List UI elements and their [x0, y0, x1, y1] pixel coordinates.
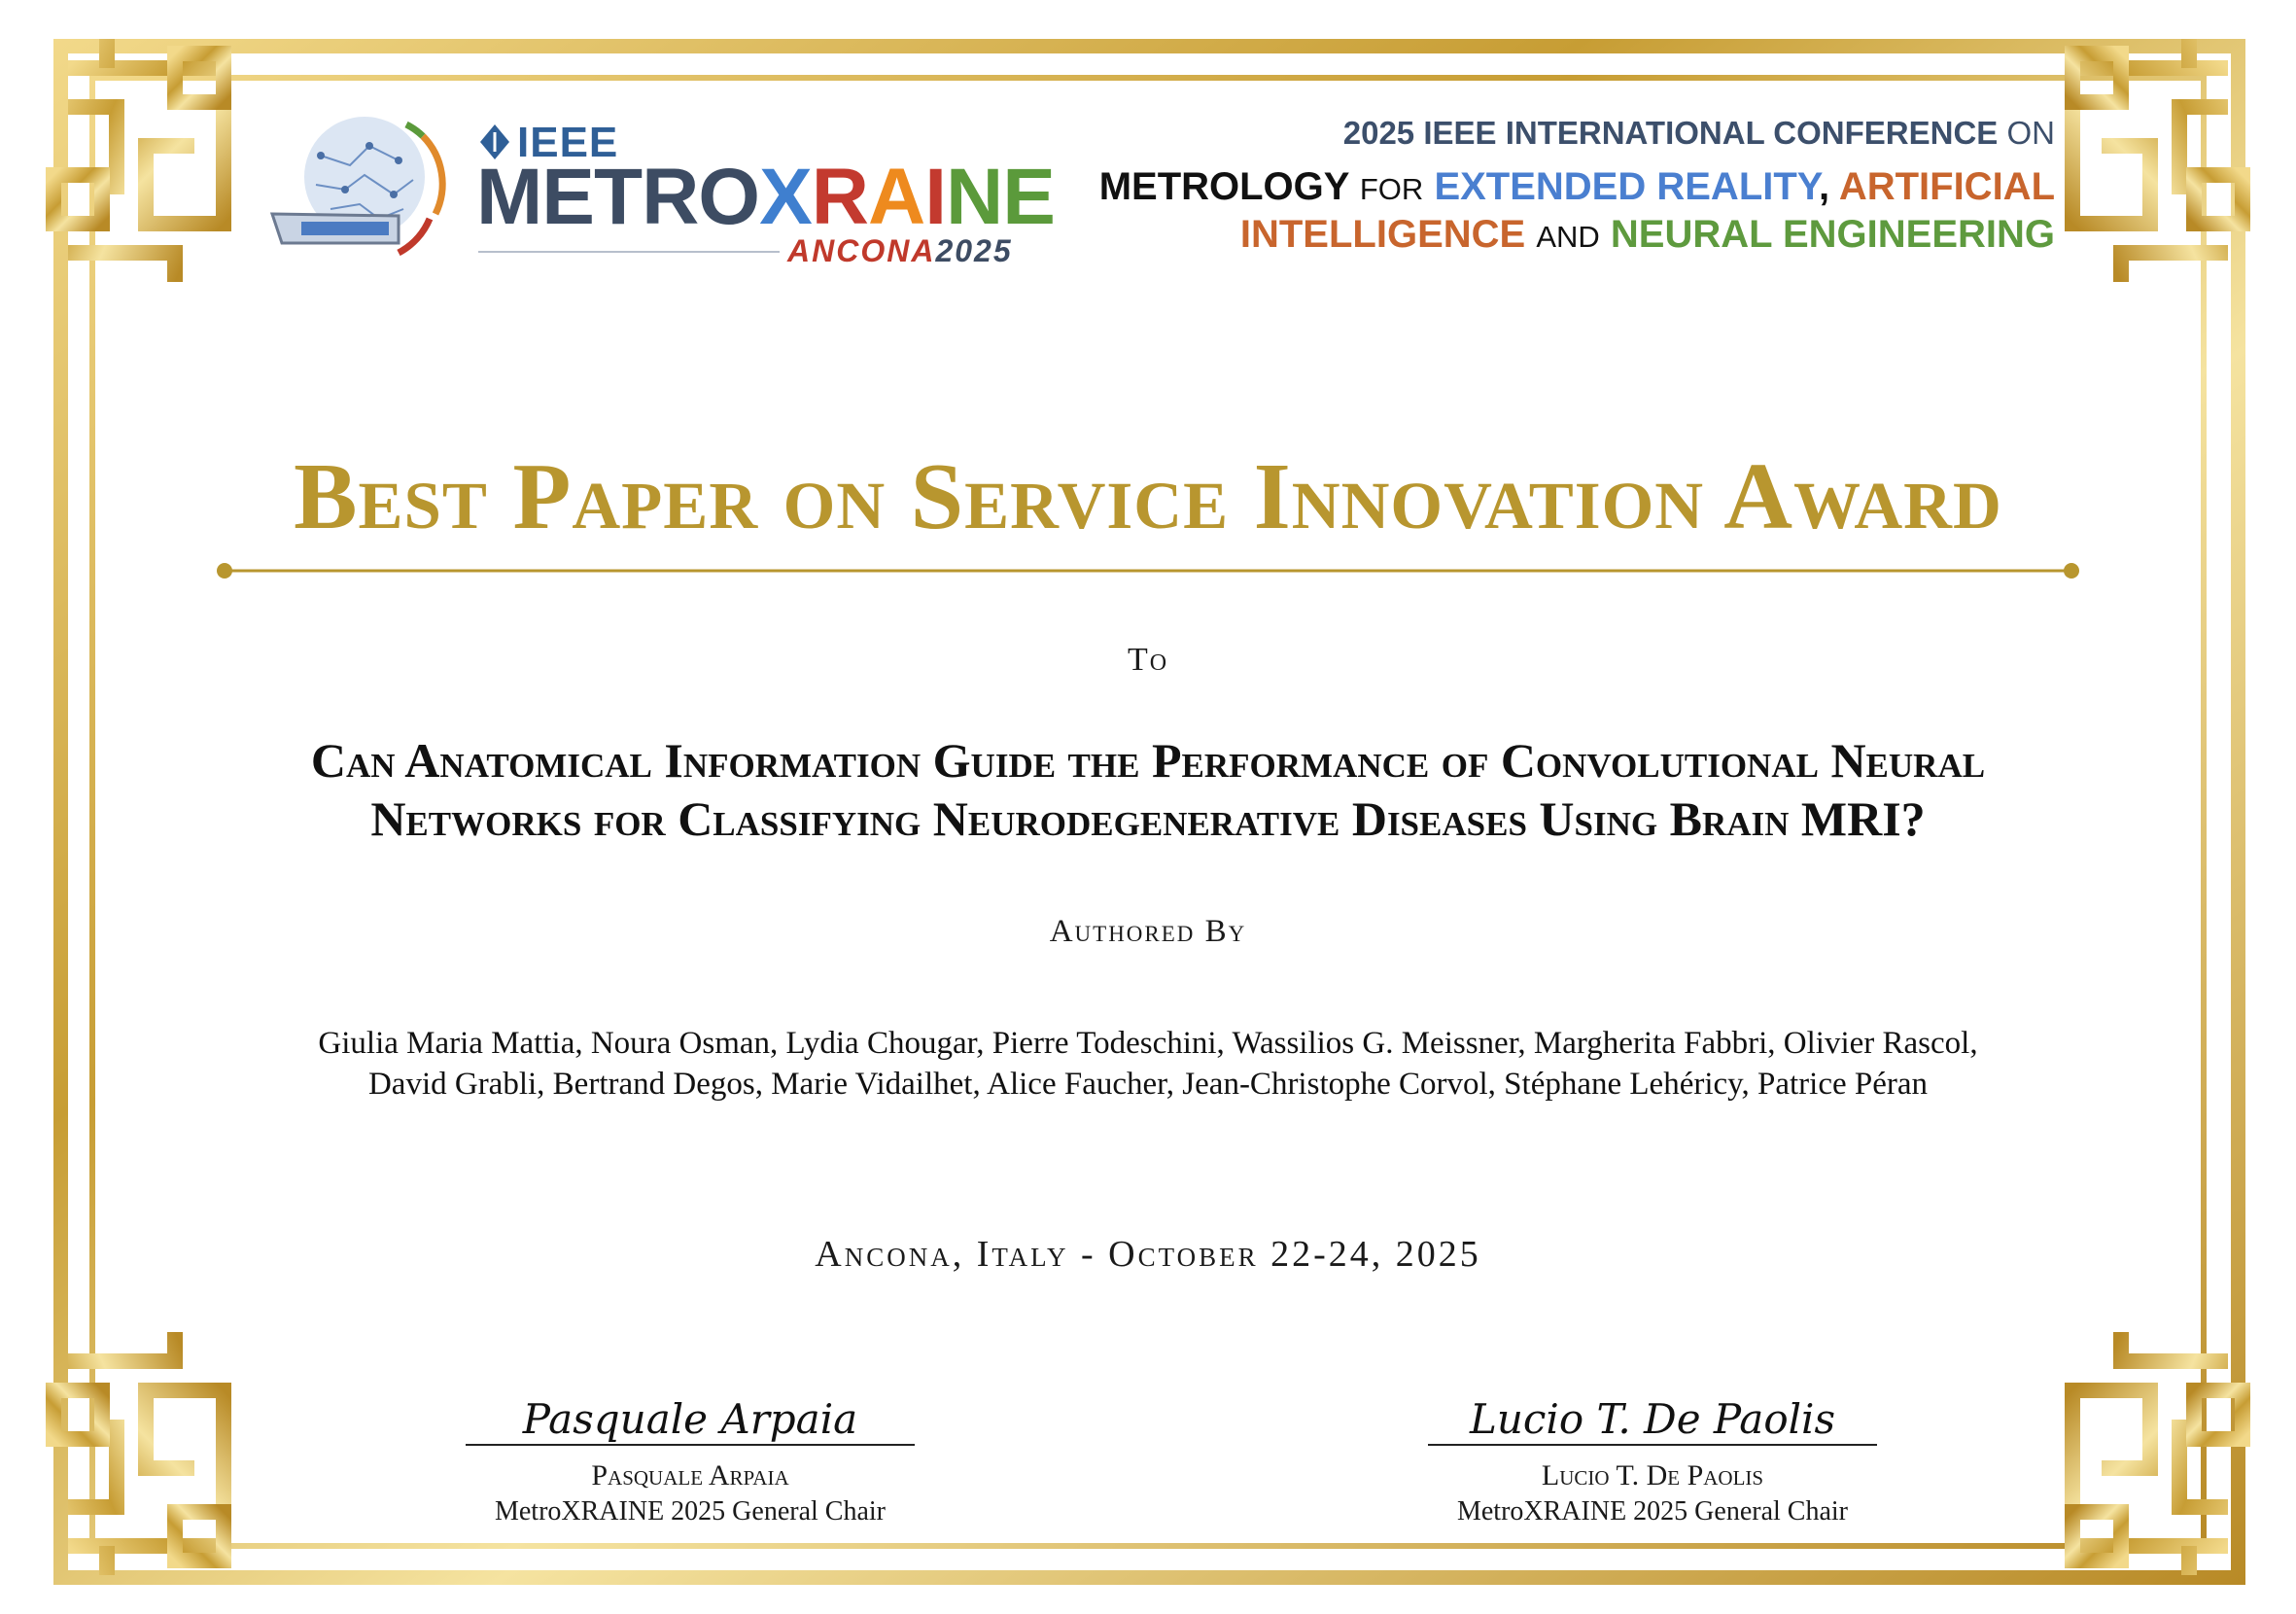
award-title: Best Paper on Service Innovation Award [294, 444, 2002, 549]
signature-block-left [457, 1395, 923, 1527]
place-date: Ancona, Italy - October 22-24, 2025 [815, 1234, 1481, 1275]
signer-role: MetroXRAINE 2025 General Chair [1456, 1496, 1848, 1526]
signer-name: Lucio T. De Paolis [1541, 1459, 1764, 1491]
signature: Pasquale Arpaia [522, 1395, 858, 1443]
ancona-2025-label: ANCONA2025 [787, 233, 1013, 268]
ieee-wordmark: IEEE [517, 119, 619, 166]
brain-vr-headset-icon [262, 107, 467, 277]
corner-ornament-top-left [53, 39, 224, 282]
signature-block-right [1419, 1395, 1886, 1527]
ruler-decoration [478, 251, 780, 259]
authored-by-label: Authored By [1049, 914, 1247, 949]
signature-line [466, 1444, 915, 1446]
paper-title: Can Anatomical Information Guide the Performance of Convolutional Neural Networks for Classifying Neurodegenerative Diseases Using Brain MRI? [310, 733, 1986, 846]
signature: Lucio T. De Paolis [1469, 1395, 1836, 1443]
author-list: Giulia Maria Mattia, Noura Osman, Lydia Chougar, Pierre Todeschini, Wassilios G. Meissner, Margherita Fabbri, Olivier Rascol, David Grabli, Bertrand Degos, Marie Vidailhet, Alice Faucher, Jean-Christophe Corvol, Stéphane Lehéricy, Patrice Péran [318, 1026, 1978, 1102]
metroxraine-wordmark: METROXRAINE [476, 153, 1055, 241]
gold-divider [216, 562, 2080, 579]
to-label: To [1127, 642, 1169, 678]
signature-line [1428, 1444, 1877, 1446]
conference-logo [262, 107, 1055, 277]
signer-name: Pasquale Arpaia [591, 1459, 789, 1491]
signer-role: MetroXRAINE 2025 General Chair [494, 1496, 886, 1526]
conference-title: 2025 IEEE INTERNATIONAL CONFERENCE ON METROLOGY FOR EXTENDED REALITY, ARTIFICIAL INTELLIGENCE AND NEURAL ENGINEERING [1098, 115, 2055, 256]
